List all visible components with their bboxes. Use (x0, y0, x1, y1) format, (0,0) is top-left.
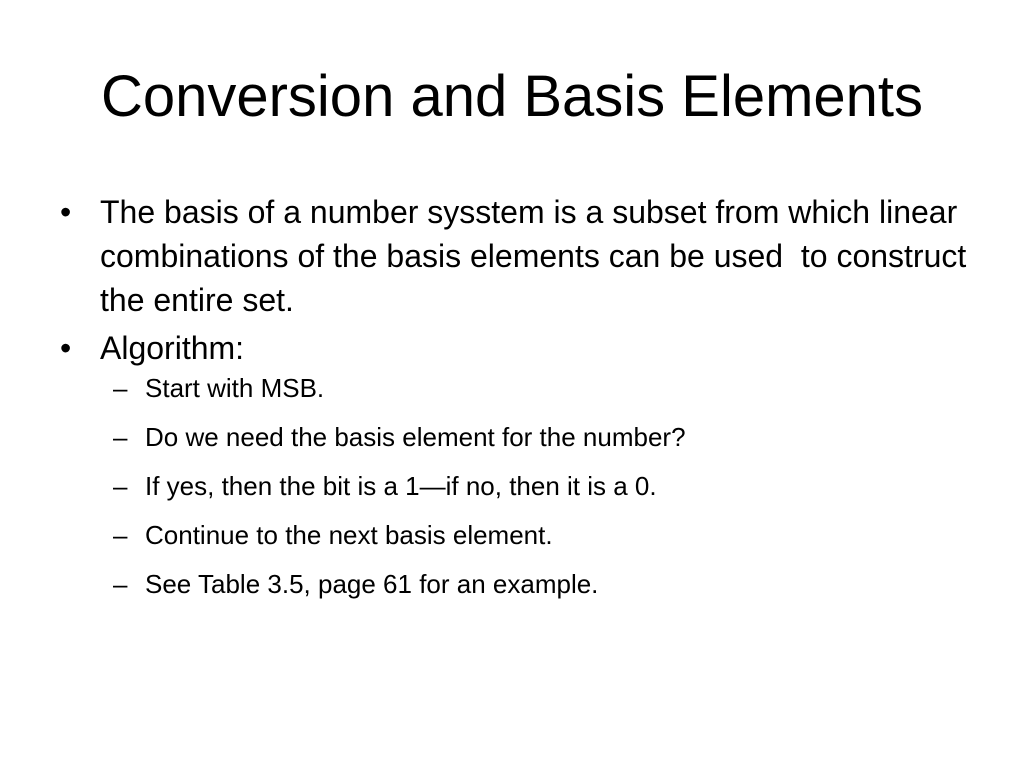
sub-bullet-item (100, 519, 980, 551)
bullet-icon: • (60, 330, 72, 366)
bullet-item (60, 326, 980, 600)
dash-icon: – (113, 422, 128, 452)
dash-icon: – (113, 569, 128, 599)
bullet-item (60, 190, 980, 322)
dash-icon: – (113, 471, 128, 501)
sub-bullet-item (100, 568, 980, 600)
bullet-text: Algorithm: (100, 330, 245, 366)
sub-bullet-text: If yes, then the bit is a 1—if no, then it is a 0. (145, 471, 657, 501)
dash-icon: – (113, 520, 128, 550)
sub-bullet-list (100, 372, 980, 600)
bullet-list (60, 190, 980, 617)
sub-bullet-text: Do we need the basis element for the number? (145, 422, 686, 452)
sub-bullet-item (100, 372, 980, 404)
sub-bullet-text: Start with MSB. (145, 373, 325, 403)
sub-bullet-item (100, 470, 980, 502)
sub-bullet-text: Continue to the next basis element. (145, 520, 553, 550)
sub-bullet-item (100, 421, 980, 453)
sub-bullet-text: See Table 3.5, page 61 for an example. (145, 569, 599, 599)
dash-icon: – (113, 373, 128, 403)
bullet-icon: • (60, 194, 72, 230)
slide-title: Conversion and Basis Elements (100, 64, 924, 129)
bullet-text: The basis of a number sysstem is a subset from which linear combinations of the basis elements can be used to construct the entire set. (100, 194, 976, 318)
